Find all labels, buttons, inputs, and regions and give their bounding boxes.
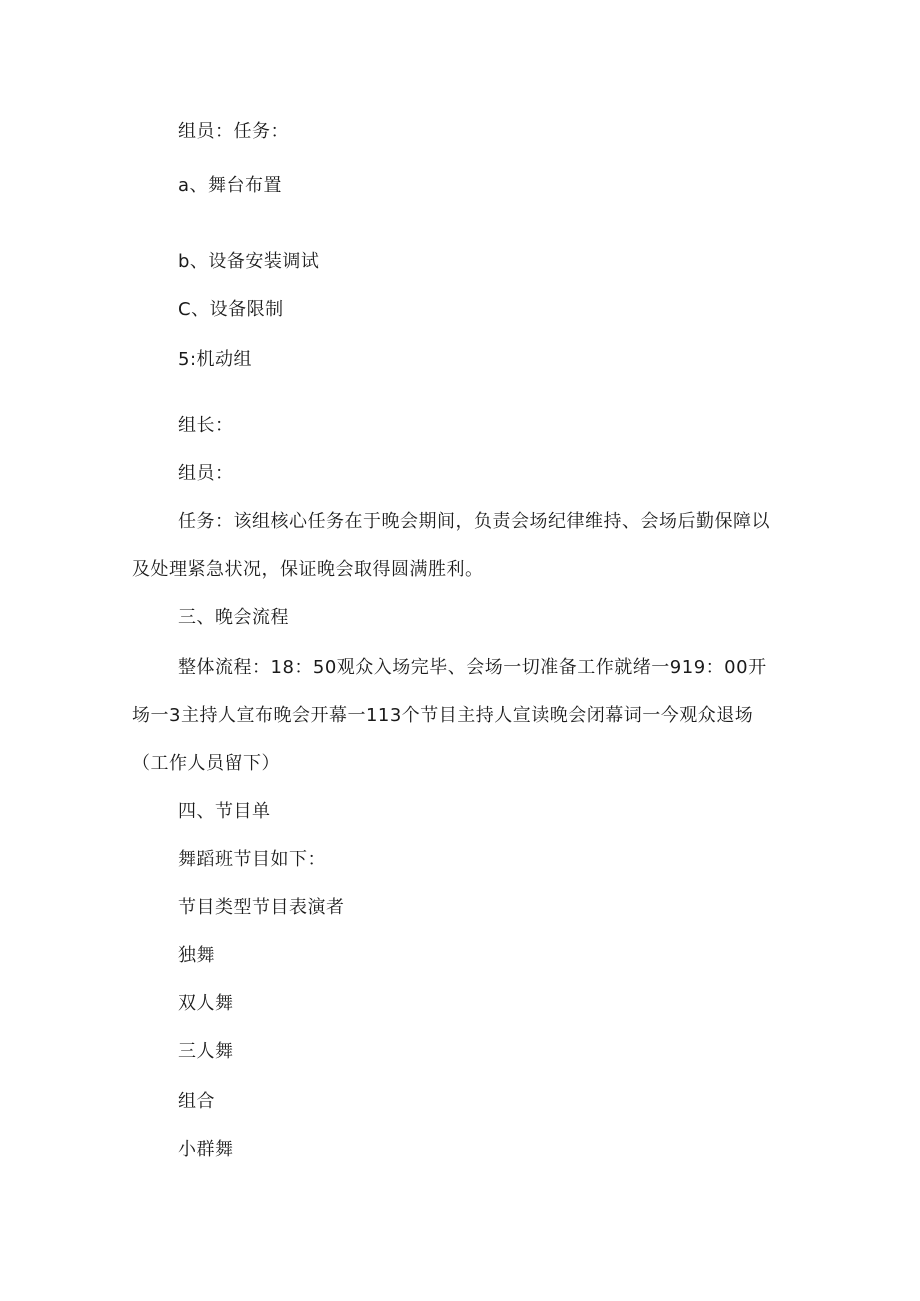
- program-solo: 独舞: [178, 945, 215, 966]
- section-four-heading: 四、节目单: [178, 801, 271, 822]
- program-group: 组合: [178, 1091, 215, 1112]
- item-a-stage-setup: a、舞台布置: [178, 175, 283, 196]
- group-members-line: 组员：: [178, 463, 234, 484]
- group-leader-line: 组长：: [178, 415, 234, 436]
- program-duet: 双人舞: [178, 993, 234, 1014]
- dance-intro-line: 舞蹈班节目如下：: [178, 849, 326, 870]
- section-three-heading: 三、晚会流程: [178, 607, 289, 628]
- program-small-group: 小群舞: [178, 1139, 234, 1160]
- program-table-header: 节目类型节目表演者: [178, 897, 345, 918]
- program-trio: 三人舞: [178, 1041, 234, 1062]
- task-paragraph: 任务：该组核心任务在于晚会期间，负责会场纪律维持、会场后勤保障以及处理紧急状况，保证晚会取得圆满胜利。: [132, 511, 770, 580]
- group5-heading: 5:机动组: [178, 349, 253, 370]
- flow-paragraph: 整体流程：18：50观众入场完毕、会场一切准备工作就绪一919：00开场一3主持人宣布晚会开幕一113个节目主持人宣读晚会闭幕词一今观众退场（工作人员留下）: [132, 657, 767, 774]
- item-c-equipment-limits: C、设备限制: [178, 299, 284, 320]
- item-b-equipment-install: b、设备安装调试: [178, 251, 320, 272]
- group-member-task-line: 组员：任务：: [178, 121, 289, 142]
